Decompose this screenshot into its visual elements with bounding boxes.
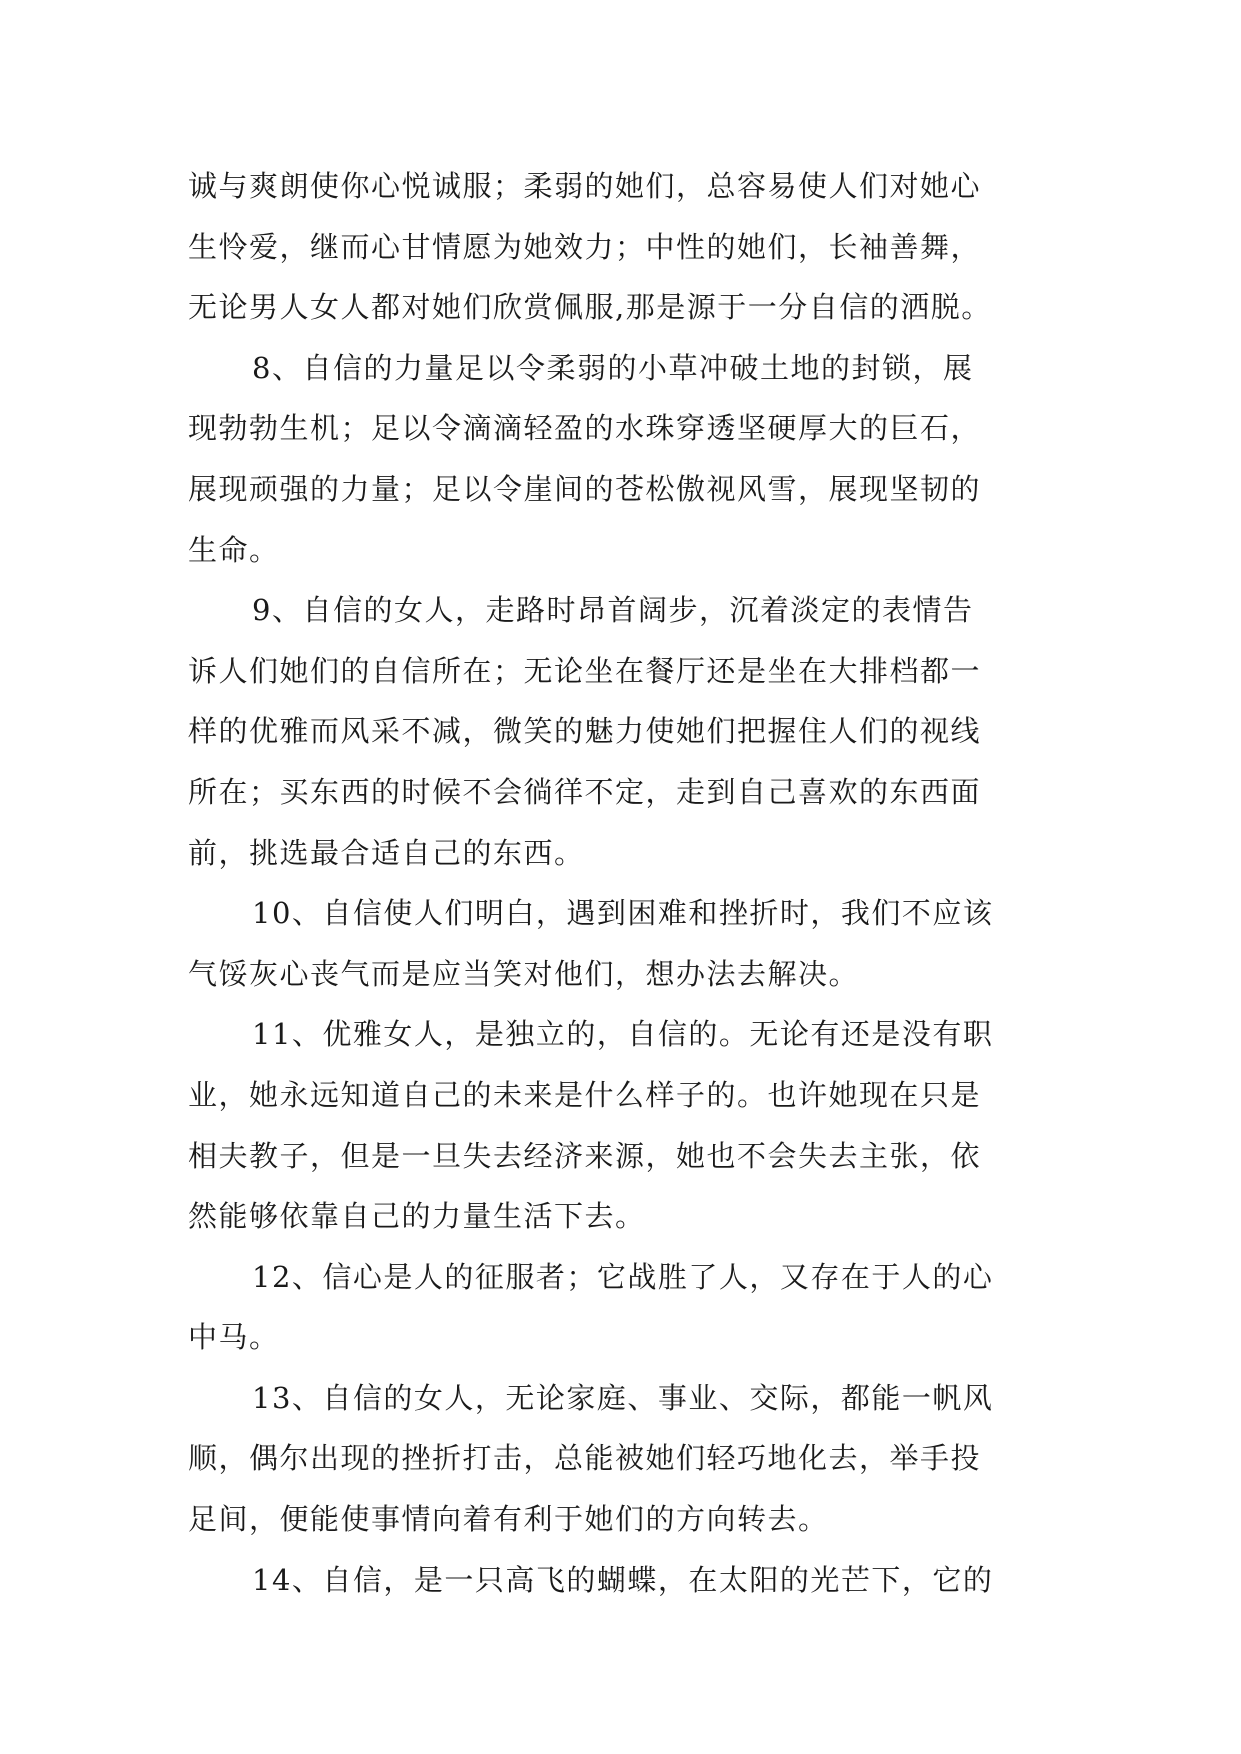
text-line: 顺，偶尔出现的挫折打击，总能被她们轻巧地化去，举手投 [188, 1441, 982, 1476]
paragraph-start-14: 14、自信，是一只高飞的蝴蝶，在太阳的光芒下，它的 [252, 1562, 994, 1597]
text-line: 无论男人女人都对她们欣赏佩服,那是源于一分自信的洒脱。 [188, 290, 992, 325]
paragraph-start-12: 12、信心是人的征服者；它战胜了人，又存在于人的心 [252, 1259, 994, 1294]
text-line: 展现顽强的力量；足以令崖间的苍松傲视风雪，展现坚韧的 [188, 471, 982, 506]
paragraph-start-10: 10、自信使人们明白，遇到困难和挫折时，我们不应该 [252, 896, 994, 931]
paragraph-start-9: 9、自信的女人，走路时昂首阔步，沉着淡定的表情告 [252, 593, 974, 628]
text-line: 相夫教子，但是一旦失去经济来源，她也不会失去主张，依 [188, 1138, 982, 1173]
text-line: 足间，便能使事情向着有利于她们的方向转去。 [188, 1502, 829, 1537]
text-line: 样的优雅而风采不减，微笑的魅力使她们把握住人们的视线 [188, 714, 982, 749]
text-line: 生命。 [188, 532, 280, 567]
paragraph-start-8: 8、自信的力量足以令柔弱的小草冲破土地的封锁，展 [252, 350, 974, 385]
paragraph-start-11: 11、优雅女人，是独立的，自信的。无论有还是没有职 [252, 1017, 994, 1052]
text-line: 诉人们她们的自信所在；无论坐在餐厅还是坐在大排档都一 [188, 653, 982, 688]
text-line: 业，她永远知道自己的未来是什么样子的。也许她现在只是 [188, 1077, 982, 1112]
text-line: 前，挑选最合适自己的东西。 [188, 835, 585, 870]
text-line: 现勃勃生机；足以令滴滴轻盈的水珠穿透坚硬厚大的巨石， [188, 411, 982, 446]
text-line: 中马。 [188, 1320, 280, 1355]
text-line: 诚与爽朗使你心悦诚服；柔弱的她们，总容易使人们对她心 [188, 169, 982, 203]
text-line: 生怜爱，继而心甘情愿为她效力；中性的她们，长袖善舞， [188, 229, 982, 264]
text-line: 气馁灰心丧气而是应当笑对他们，想办法去解决。 [188, 956, 860, 991]
text-line: 所在；买东西的时候不会徜徉不定，走到自己喜欢的东西面 [188, 774, 982, 809]
paragraph-start-13: 13、自信的女人，无论家庭、事业、交际，都能一帆风 [252, 1380, 994, 1415]
text-line: 然能够依靠自己的力量生活下去。 [188, 1199, 646, 1234]
document-body [188, 156, 1058, 1610]
